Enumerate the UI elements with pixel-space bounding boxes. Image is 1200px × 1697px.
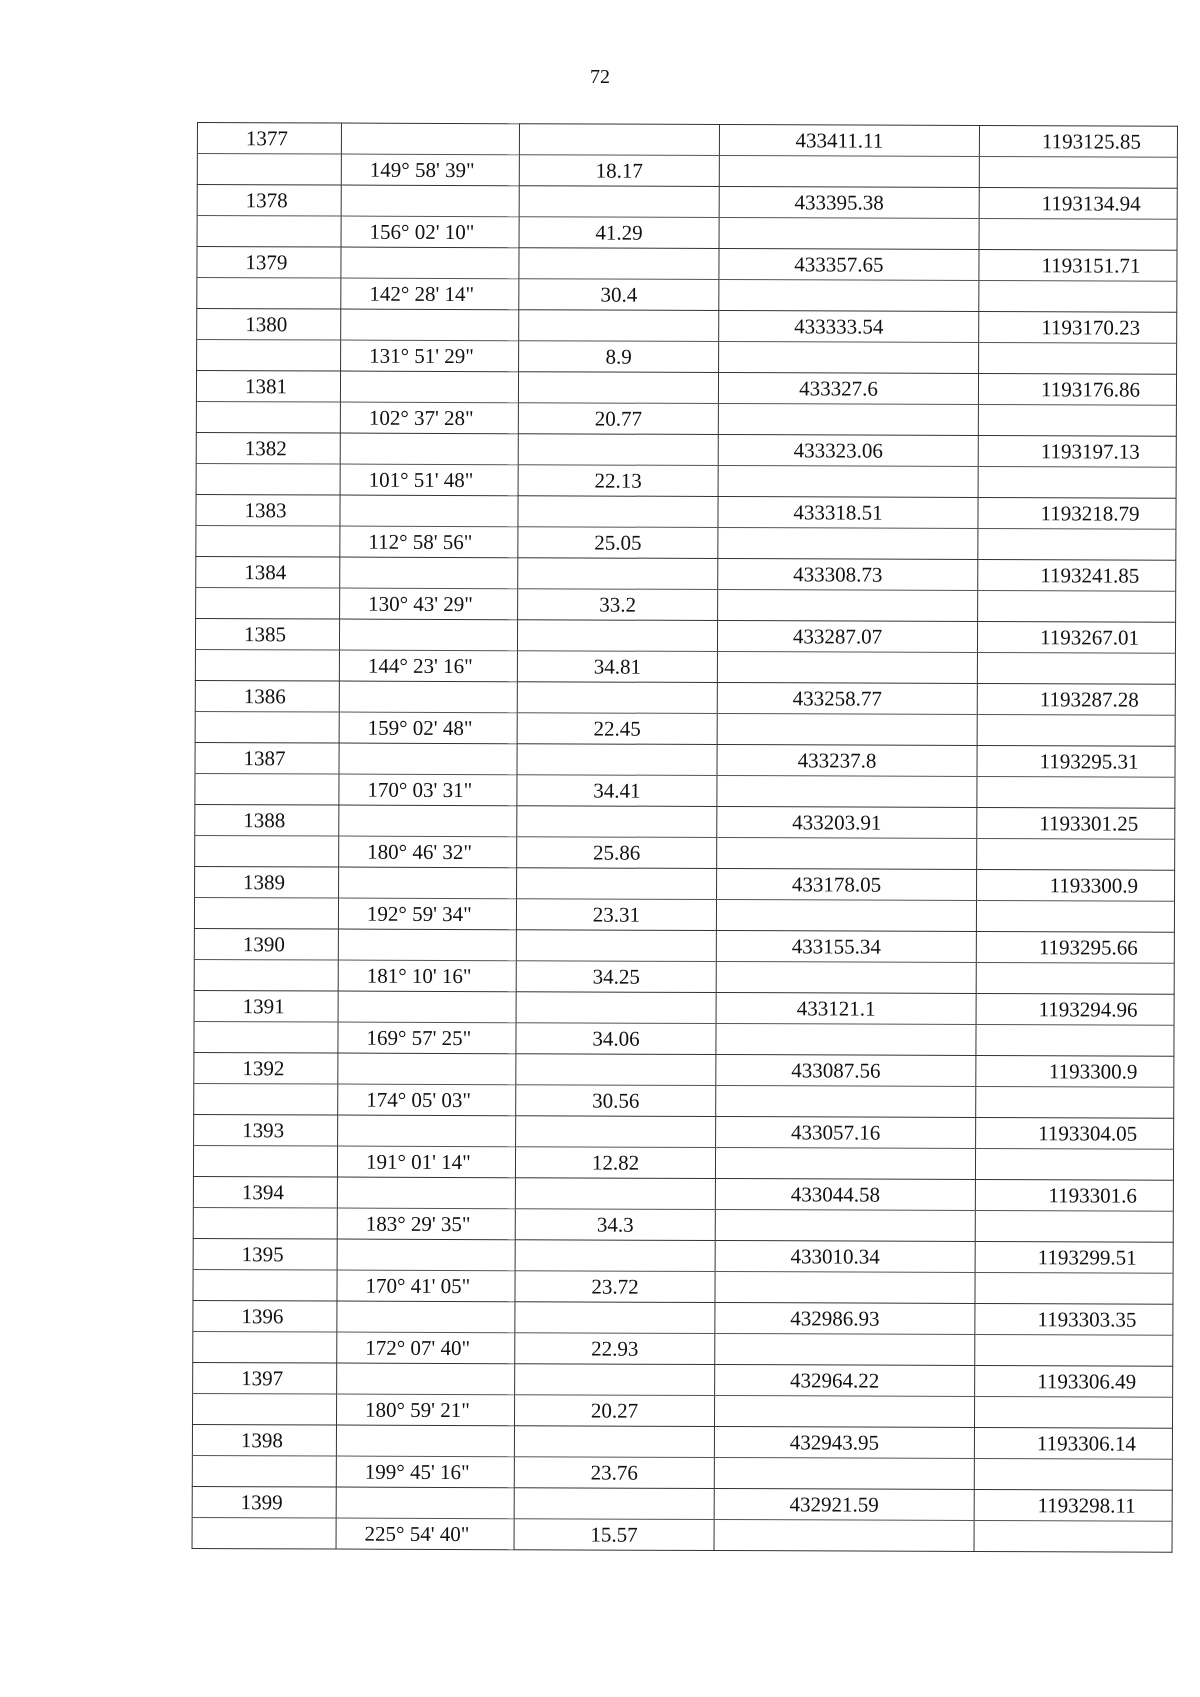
empty-cell	[976, 1086, 1174, 1118]
easting-value: 433318.51	[718, 497, 978, 529]
northing-value: 1193241.85	[978, 560, 1176, 592]
page-number: 72	[590, 66, 610, 88]
distance-value: 25.86	[517, 837, 717, 869]
empty-cell	[976, 962, 1174, 994]
empty-cell	[719, 218, 979, 250]
bearing-value: 191° 01' 14"	[337, 1146, 515, 1178]
station-id: 1384	[196, 556, 340, 588]
station-row	[197, 123, 1177, 158]
station-id: 1396	[193, 1300, 337, 1332]
station-row	[195, 618, 1175, 653]
northing-value: 1193176.86	[978, 374, 1176, 406]
easting-value: 433044.58	[715, 1178, 975, 1210]
empty-cell	[519, 248, 719, 280]
station-id: 1382	[196, 432, 340, 464]
leg-row	[194, 897, 1174, 932]
bearing-value: 174° 05' 03"	[338, 1084, 516, 1116]
empty-cell	[337, 1363, 515, 1395]
easting-value: 433087.56	[716, 1054, 976, 1086]
distance-value: 30.56	[516, 1085, 716, 1117]
bearing-value: 149° 58' 39"	[341, 154, 519, 186]
station-id: 1378	[197, 185, 341, 217]
empty-cell	[338, 991, 516, 1023]
empty-cell	[714, 1457, 974, 1489]
distance-value: 34.41	[517, 775, 717, 807]
northing-value: 1193300.9	[977, 869, 1175, 901]
empty-cell	[195, 711, 339, 743]
empty-cell	[978, 405, 1176, 437]
station-row	[192, 1424, 1172, 1459]
northing-value: 1193303.35	[975, 1303, 1173, 1335]
empty-cell	[195, 649, 339, 681]
empty-cell	[717, 838, 977, 870]
empty-cell	[718, 590, 978, 622]
empty-cell	[719, 156, 979, 188]
empty-cell	[719, 280, 979, 312]
station-row	[193, 1300, 1173, 1335]
leg-row	[193, 1207, 1173, 1242]
distance-value: 15.57	[514, 1519, 714, 1551]
bearing-value: 131° 51' 29"	[341, 340, 519, 372]
empty-cell	[338, 1053, 516, 1085]
empty-cell	[515, 1178, 715, 1210]
easting-value: 433357.65	[719, 249, 979, 281]
easting-value: 433323.06	[718, 435, 978, 467]
bearing-value: 172° 07' 40"	[337, 1332, 515, 1364]
leg-row	[195, 835, 1175, 870]
empty-cell	[196, 401, 340, 433]
distance-value: 18.17	[519, 155, 719, 187]
station-id: 1377	[197, 123, 341, 155]
empty-cell	[341, 185, 519, 217]
bearing-value: 112° 58' 56"	[340, 526, 518, 558]
distance-value: 20.77	[518, 403, 718, 435]
station-id: 1394	[193, 1176, 337, 1208]
bearing-value: 156° 02' 10"	[341, 216, 519, 248]
easting-value: 432986.93	[715, 1302, 975, 1334]
empty-cell	[516, 930, 716, 962]
station-row	[193, 1362, 1173, 1397]
station-row	[195, 804, 1175, 839]
empty-cell	[338, 929, 516, 961]
easting-value: 433258.77	[717, 683, 977, 715]
empty-cell	[716, 1085, 976, 1117]
bearing-value: 225° 54' 40"	[336, 1518, 514, 1550]
bearing-value: 169° 57' 25"	[338, 1022, 516, 1054]
empty-cell	[194, 959, 338, 991]
leg-row	[195, 773, 1175, 808]
empty-cell	[194, 1021, 338, 1053]
empty-cell	[196, 463, 340, 495]
easting-value: 433287.07	[717, 621, 977, 653]
empty-cell	[340, 557, 518, 589]
empty-cell	[195, 773, 339, 805]
empty-cell	[336, 1425, 514, 1457]
bearing-value: 199° 45' 16"	[336, 1456, 514, 1488]
station-row	[197, 185, 1177, 220]
empty-cell	[979, 219, 1177, 251]
station-row	[192, 1486, 1172, 1521]
station-row	[194, 990, 1174, 1025]
easting-value: 433203.91	[717, 807, 977, 839]
empty-cell	[192, 1517, 336, 1549]
station-id: 1390	[194, 928, 338, 960]
leg-row	[192, 1393, 1172, 1428]
empty-cell	[974, 1458, 1172, 1490]
station-row	[197, 309, 1177, 344]
empty-cell	[196, 587, 340, 619]
bearing-value: 159° 02' 48"	[339, 712, 517, 744]
bearing-value: 130° 43' 29"	[340, 588, 518, 620]
empty-cell	[978, 529, 1176, 561]
northing-value: 1193295.31	[977, 746, 1175, 778]
easting-value: 433308.73	[718, 559, 978, 591]
empty-cell	[340, 433, 518, 465]
easting-value: 432943.95	[714, 1426, 974, 1458]
empty-cell	[518, 372, 718, 404]
distance-value: 34.25	[516, 961, 716, 993]
northing-value: 1193134.94	[979, 188, 1177, 220]
distance-value: 23.72	[515, 1271, 715, 1303]
station-row	[196, 556, 1176, 591]
station-id: 1379	[197, 247, 341, 279]
easting-value: 433057.16	[716, 1116, 976, 1148]
empty-cell	[978, 467, 1176, 499]
station-row	[194, 1052, 1174, 1087]
northing-value: 1193197.13	[978, 436, 1176, 468]
leg-row	[193, 1269, 1173, 1304]
empty-cell	[193, 1145, 337, 1177]
empty-cell	[714, 1395, 974, 1427]
empty-cell	[717, 776, 977, 808]
station-id: 1386	[195, 680, 339, 712]
empty-cell	[718, 528, 978, 560]
easting-value: 433327.6	[718, 373, 978, 405]
easting-value: 433237.8	[717, 745, 977, 777]
empty-cell	[517, 868, 717, 900]
empty-cell	[337, 1239, 515, 1271]
northing-value: 1193170.23	[979, 312, 1177, 344]
empty-cell	[341, 247, 519, 279]
empty-cell	[715, 1271, 975, 1303]
easting-value: 432964.22	[715, 1364, 975, 1396]
easting-value: 433333.54	[719, 311, 979, 343]
empty-cell	[337, 1301, 515, 1333]
leg-row	[194, 1083, 1174, 1118]
empty-cell	[976, 1024, 1174, 1056]
leg-row	[196, 401, 1176, 436]
distance-value: 22.13	[518, 465, 718, 497]
empty-cell	[715, 1209, 975, 1241]
station-row	[196, 371, 1176, 406]
station-id: 1380	[197, 309, 341, 341]
empty-cell	[340, 371, 518, 403]
distance-value: 8.9	[519, 341, 719, 373]
distance-value: 30.4	[519, 279, 719, 311]
empty-cell	[339, 867, 517, 899]
bearing-value: 180° 59' 21"	[336, 1394, 514, 1426]
leg-row	[197, 216, 1177, 251]
empty-cell	[519, 186, 719, 218]
bearing-value: 170° 03' 31"	[339, 774, 517, 806]
empty-cell	[517, 620, 717, 652]
station-row	[194, 1114, 1174, 1149]
easting-value: 433010.34	[715, 1240, 975, 1272]
distance-value: 34.81	[517, 651, 717, 683]
northing-value: 1193304.05	[976, 1117, 1174, 1149]
leg-row	[197, 278, 1177, 313]
empty-cell	[339, 619, 517, 651]
empty-cell	[716, 962, 976, 994]
empty-cell	[518, 434, 718, 466]
northing-value: 1193287.28	[977, 684, 1175, 716]
empty-cell	[977, 838, 1175, 870]
empty-cell	[979, 157, 1177, 189]
distance-value: 41.29	[519, 217, 719, 249]
empty-cell	[716, 900, 976, 932]
empty-cell	[719, 342, 979, 374]
empty-cell	[514, 1426, 714, 1458]
empty-cell	[979, 281, 1177, 313]
station-id: 1385	[195, 618, 339, 650]
station-id: 1392	[194, 1052, 338, 1084]
empty-cell	[977, 715, 1175, 747]
empty-cell	[341, 123, 519, 155]
bearing-value: 183° 29' 35"	[337, 1208, 515, 1240]
empty-cell	[974, 1520, 1172, 1552]
station-row	[195, 680, 1175, 715]
station-row	[193, 1176, 1173, 1211]
empty-cell	[194, 897, 338, 929]
station-id: 1395	[193, 1238, 337, 1270]
bearing-value: 180° 46' 32"	[339, 836, 517, 868]
bearing-value: 102° 37' 28"	[340, 402, 518, 434]
empty-cell	[192, 1393, 336, 1425]
leg-row	[193, 1145, 1173, 1180]
northing-value: 1193218.79	[978, 498, 1176, 530]
empty-cell	[718, 404, 978, 436]
empty-cell	[193, 1331, 337, 1363]
distance-value: 22.93	[515, 1333, 715, 1365]
empty-cell	[717, 714, 977, 746]
distance-value: 23.76	[514, 1457, 714, 1489]
empty-cell	[197, 216, 341, 248]
empty-cell	[978, 591, 1176, 623]
empty-cell	[194, 1083, 338, 1115]
bearing-value: 192° 59' 34"	[338, 898, 516, 930]
empty-cell	[715, 1147, 975, 1179]
empty-cell	[718, 466, 978, 498]
distance-value: 20.27	[514, 1395, 714, 1427]
empty-cell	[515, 1364, 715, 1396]
station-id: 1399	[192, 1486, 336, 1518]
bearing-value: 181° 10' 16"	[338, 960, 516, 992]
station-id: 1393	[194, 1114, 338, 1146]
northing-value: 1193151.71	[979, 250, 1177, 282]
distance-value: 34.06	[516, 1023, 716, 1055]
station-row	[193, 1238, 1173, 1273]
station-id: 1398	[192, 1424, 336, 1456]
empty-cell	[517, 744, 717, 776]
easting-value: 433121.1	[716, 992, 976, 1024]
easting-value: 433395.38	[719, 187, 979, 219]
traverse-table-body	[192, 123, 1177, 1553]
northing-value: 1193294.96	[976, 993, 1174, 1025]
empty-cell	[517, 806, 717, 838]
empty-cell	[336, 1487, 514, 1519]
bearing-value: 142° 28' 14"	[341, 278, 519, 310]
leg-row	[197, 340, 1177, 375]
station-row	[196, 494, 1176, 529]
distance-value: 25.05	[518, 527, 718, 559]
empty-cell	[196, 525, 340, 557]
empty-cell	[337, 1177, 515, 1209]
empty-cell	[195, 835, 339, 867]
empty-cell	[338, 1115, 516, 1147]
empty-cell	[975, 1334, 1173, 1366]
empty-cell	[197, 340, 341, 372]
station-row	[195, 866, 1175, 901]
station-id: 1389	[195, 866, 339, 898]
northing-value: 1193306.49	[975, 1365, 1173, 1397]
easting-value: 433178.05	[717, 869, 977, 901]
station-id: 1397	[193, 1362, 337, 1394]
distance-value: 33.2	[518, 589, 718, 621]
station-row	[196, 432, 1176, 467]
northing-value: 1193301.25	[977, 807, 1175, 839]
empty-cell	[197, 278, 341, 310]
empty-cell	[717, 652, 977, 684]
northing-value: 1193306.14	[974, 1427, 1172, 1459]
empty-cell	[975, 1272, 1173, 1304]
station-id: 1387	[195, 742, 339, 774]
bearing-value: 101° 51' 48"	[340, 464, 518, 496]
station-row	[194, 928, 1174, 963]
leg-row	[195, 649, 1175, 684]
easting-value: 433411.11	[719, 125, 979, 157]
empty-cell	[977, 776, 1175, 808]
empty-cell	[519, 310, 719, 342]
empty-cell	[515, 1240, 715, 1272]
leg-row	[192, 1455, 1172, 1490]
empty-cell	[975, 1148, 1173, 1180]
distance-value: 12.82	[515, 1147, 715, 1179]
distance-value: 23.31	[516, 899, 716, 931]
northing-value: 1193125.85	[979, 126, 1177, 158]
leg-row	[193, 1331, 1173, 1366]
station-row	[195, 742, 1175, 777]
empty-cell	[192, 1455, 336, 1487]
empty-cell	[714, 1519, 974, 1551]
station-id: 1388	[195, 804, 339, 836]
empty-cell	[516, 1054, 716, 1086]
northing-value: 1193298.11	[974, 1489, 1172, 1521]
bearing-value: 144° 23' 16"	[339, 650, 517, 682]
empty-cell	[514, 1488, 714, 1520]
empty-cell	[517, 682, 717, 714]
easting-value: 433155.34	[716, 931, 976, 963]
distance-value: 22.45	[517, 713, 717, 745]
empty-cell	[339, 681, 517, 713]
traverse-table	[192, 122, 1178, 1553]
station-id: 1383	[196, 494, 340, 526]
easting-value: 432921.59	[714, 1488, 974, 1520]
empty-cell	[339, 743, 517, 775]
empty-cell	[974, 1396, 1172, 1428]
station-id: 1381	[196, 371, 340, 403]
bearing-value: 170° 41' 05"	[337, 1270, 515, 1302]
northing-value: 1193301.6	[975, 1179, 1173, 1211]
distance-value: 34.3	[515, 1209, 715, 1241]
leg-row	[196, 525, 1176, 560]
leg-row	[192, 1517, 1172, 1552]
empty-cell	[976, 900, 1174, 932]
empty-cell	[193, 1269, 337, 1301]
empty-cell	[193, 1207, 337, 1239]
northing-value: 1193295.66	[976, 931, 1174, 963]
leg-row	[196, 463, 1176, 498]
empty-cell	[197, 154, 341, 186]
empty-cell	[339, 805, 517, 837]
empty-cell	[516, 992, 716, 1024]
leg-row	[195, 711, 1175, 746]
leg-row	[194, 959, 1174, 994]
northing-value: 1193267.01	[977, 622, 1175, 654]
station-id: 1391	[194, 990, 338, 1022]
empty-cell	[519, 124, 719, 156]
empty-cell	[716, 1023, 976, 1055]
empty-cell	[715, 1333, 975, 1365]
empty-cell	[975, 1210, 1173, 1242]
empty-cell	[518, 496, 718, 528]
leg-row	[197, 154, 1177, 189]
empty-cell	[341, 309, 519, 341]
leg-row	[194, 1021, 1174, 1056]
empty-cell	[518, 558, 718, 590]
leg-row	[196, 587, 1176, 622]
northing-value: 1193300.9	[976, 1055, 1174, 1087]
station-row	[197, 247, 1177, 282]
northing-value: 1193299.51	[975, 1241, 1173, 1273]
empty-cell	[515, 1302, 715, 1334]
empty-cell	[977, 653, 1175, 685]
empty-cell	[516, 1116, 716, 1148]
empty-cell	[979, 343, 1177, 375]
empty-cell	[340, 495, 518, 527]
